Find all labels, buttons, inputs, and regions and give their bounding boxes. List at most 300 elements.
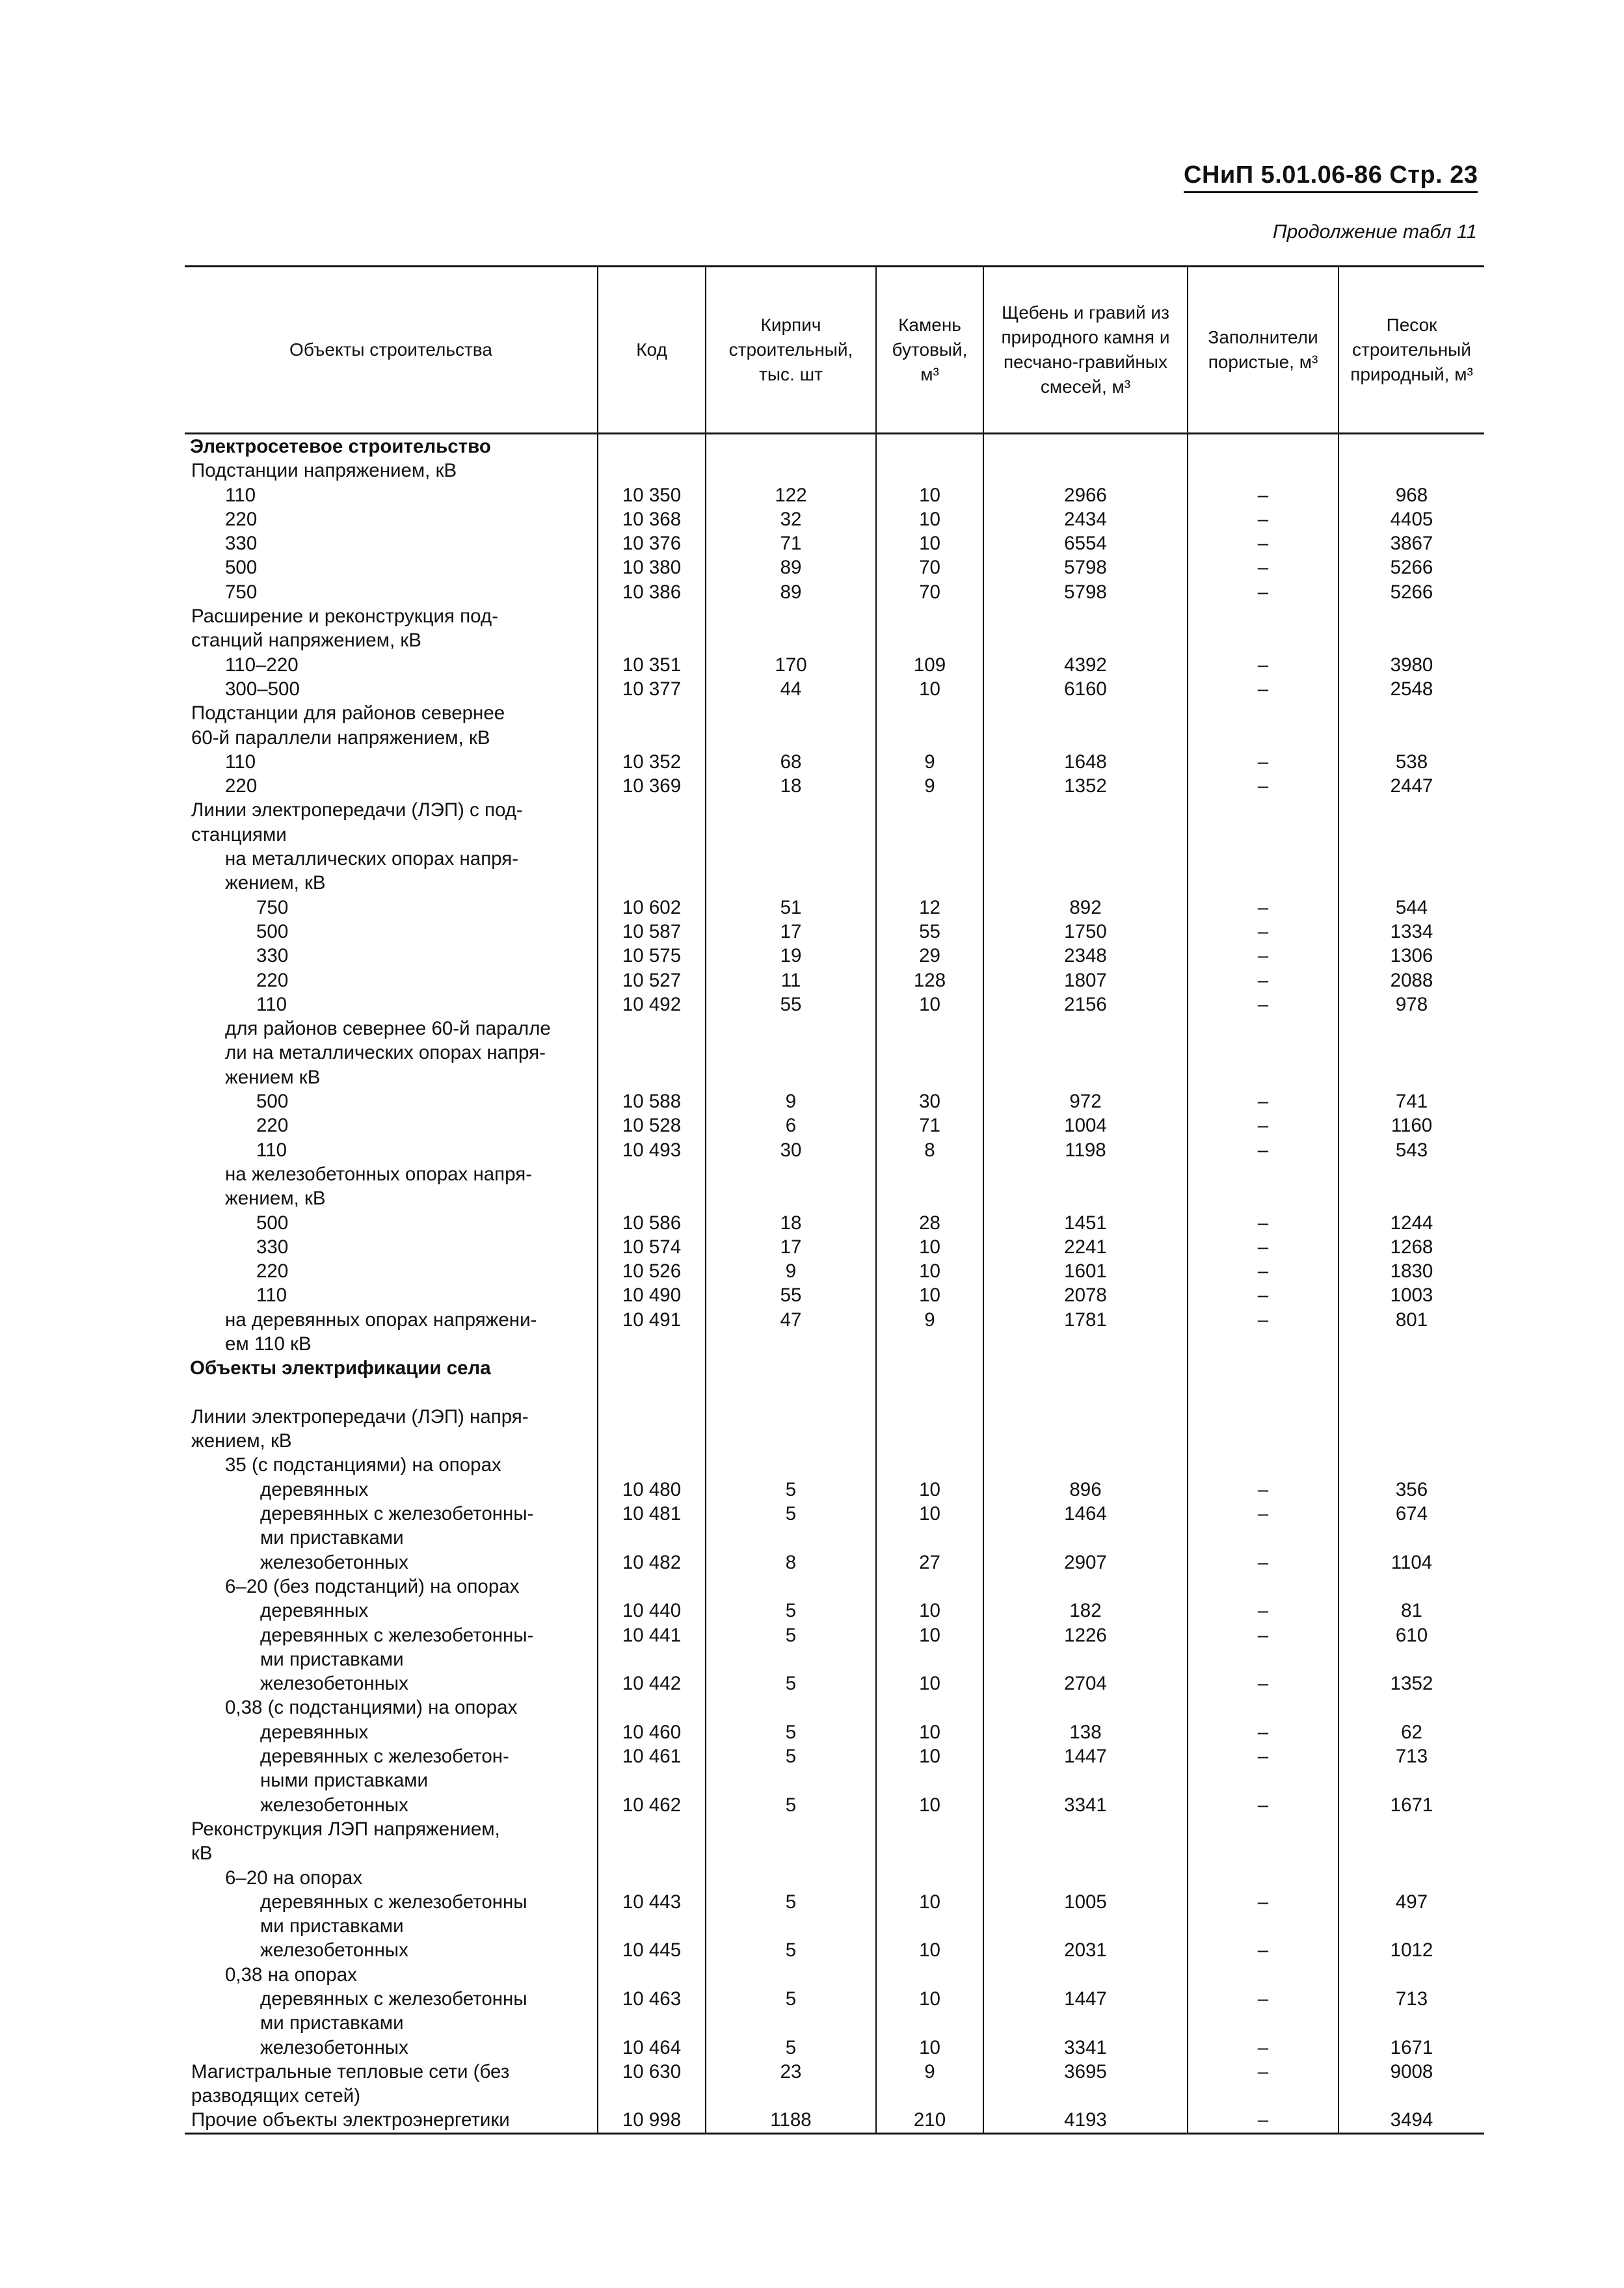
cell-rubble-stone [876, 1356, 983, 1380]
cell-object-name: Магистральные тепловые сети (без [191, 2060, 510, 2082]
cell-crushed-stone-gravel [983, 1963, 1188, 1987]
cell-sand [1338, 2011, 1484, 2035]
column-header-objects: Объекты строительства [185, 267, 598, 434]
cell-sand [1338, 1065, 1484, 1089]
cell-brick [706, 1405, 876, 1429]
cell-porous-aggregates: – [1188, 1283, 1338, 1307]
cell-brick: 5 [706, 1938, 876, 1962]
table-row [185, 992, 1484, 1017]
cell-brick: 89 [706, 555, 876, 579]
cell-crushed-stone-gravel [983, 1186, 1188, 1210]
table-row [185, 2108, 1484, 2133]
cell-crushed-stone-gravel [983, 1575, 1188, 1599]
table-row [185, 750, 1484, 774]
cell-rubble-stone: 71 [876, 1113, 983, 1137]
cell-porous-aggregates [1188, 823, 1338, 847]
cell-code: 10 527 [598, 968, 706, 992]
cell-rubble-stone: 10 [876, 992, 983, 1017]
header-rule [1184, 191, 1478, 193]
cell-crushed-stone-gravel: 2704 [983, 1671, 1188, 1696]
table-row [185, 1478, 1484, 1502]
cell-crushed-stone-gravel [983, 1866, 1188, 1890]
cell-object-name: 110 [225, 484, 256, 506]
cell-porous-aggregates: – [1188, 677, 1338, 701]
cell-crushed-stone-gravel [983, 1841, 1188, 1865]
cell-object-name: жением, кВ [191, 1430, 292, 1452]
page-header [0, 0, 1624, 260]
cell-code: 10 602 [598, 896, 706, 920]
cell-sand: 543 [1338, 1138, 1484, 1162]
cell-sand [1338, 1647, 1484, 1671]
table-row [185, 580, 1484, 604]
cell-code: 10 493 [598, 1138, 706, 1162]
cell-brick [706, 1526, 876, 1550]
cell-sand [1338, 459, 1484, 483]
cell-brick: 5 [706, 1623, 876, 1647]
cell-porous-aggregates [1188, 847, 1338, 871]
cell-crushed-stone-gravel: 2078 [983, 1283, 1188, 1307]
cell-crushed-stone-gravel [983, 1162, 1188, 1186]
cell-object-name: ми приставками [260, 1915, 404, 1937]
cell-rubble-stone [876, 434, 983, 459]
cell-crushed-stone-gravel [983, 1017, 1188, 1041]
cell-sand [1338, 1186, 1484, 1210]
cell-crushed-stone-gravel: 1447 [983, 1744, 1188, 1768]
table-row [185, 2011, 1484, 2035]
cell-code: 10 350 [598, 483, 706, 507]
cell-rubble-stone [876, 1332, 983, 1356]
table-row [185, 1429, 1484, 1453]
cell-sand: 497 [1338, 1890, 1484, 1914]
cell-porous-aggregates: – [1188, 483, 1338, 507]
cell-porous-aggregates: – [1188, 2108, 1338, 2133]
cell-crushed-stone-gravel [983, 604, 1188, 628]
cell-brick [706, 1065, 876, 1089]
cell-rubble-stone: 28 [876, 1211, 983, 1235]
table-row [185, 2036, 1484, 2060]
cell-sand: 1160 [1338, 1113, 1484, 1137]
table-row [185, 604, 1484, 628]
cell-crushed-stone-gravel [983, 459, 1188, 483]
table-row [185, 1283, 1484, 1307]
cell-sand [1338, 2084, 1484, 2108]
cell-object-name: Расширение и реконструкция под- [191, 605, 498, 628]
cell-brick: 89 [706, 580, 876, 604]
cell-brick [706, 2084, 876, 2108]
cell-porous-aggregates: – [1188, 507, 1338, 531]
cell-porous-aggregates: – [1188, 1793, 1338, 1817]
cell-crushed-stone-gravel [983, 1647, 1188, 1671]
cell-code: 10 630 [598, 2060, 706, 2084]
cell-object-name: разводящих сетей) [191, 2085, 361, 2107]
cell-rubble-stone [876, 1841, 983, 1865]
cell-rubble-stone: 10 [876, 1890, 983, 1914]
table-row [185, 1550, 1484, 1575]
cell-porous-aggregates [1188, 459, 1338, 483]
cell-brick: 68 [706, 750, 876, 774]
cell-sand: 1244 [1338, 1211, 1484, 1235]
cell-brick: 55 [706, 1283, 876, 1307]
cell-brick: 47 [706, 1308, 876, 1332]
cell-rubble-stone: 9 [876, 2060, 983, 2084]
cell-rubble-stone: 27 [876, 1550, 983, 1575]
table-row [185, 1914, 1484, 1938]
cell-brick: 18 [706, 774, 876, 798]
cell-rubble-stone [876, 1526, 983, 1550]
cell-object-name: жением, кВ [225, 872, 326, 894]
cell-rubble-stone: 10 [876, 2036, 983, 2060]
cell-crushed-stone-gravel: 896 [983, 1478, 1188, 1502]
cell-porous-aggregates: – [1188, 1623, 1338, 1647]
cell-sand [1338, 1162, 1484, 1186]
cell-object-name: 220 [256, 1115, 289, 1137]
cell-sand [1338, 1817, 1484, 1841]
cell-crushed-stone-gravel: 6554 [983, 531, 1188, 555]
cell-rubble-stone [876, 871, 983, 895]
cell-code [598, 1575, 706, 1599]
cell-crushed-stone-gravel: 1781 [983, 1308, 1188, 1332]
cell-code: 10 588 [598, 1089, 706, 1113]
cell-rubble-stone: 10 [876, 1502, 983, 1526]
cell-object-name: железобетонных [260, 1939, 408, 1962]
cell-sand: 544 [1338, 896, 1484, 920]
cell-brick: 1188 [706, 2108, 876, 2133]
cell-brick [706, 1841, 876, 1865]
cell-porous-aggregates [1188, 1768, 1338, 1792]
cell-porous-aggregates: – [1188, 1089, 1338, 1113]
cell-object-name: деревянных [260, 1600, 369, 1622]
cell-rubble-stone: 10 [876, 1793, 983, 1817]
cell-rubble-stone: 10 [876, 677, 983, 701]
table-row [185, 653, 1484, 677]
cell-code: 10 481 [598, 1502, 706, 1526]
cell-crushed-stone-gravel: 2031 [983, 1938, 1188, 1962]
cell-crushed-stone-gravel: 2434 [983, 507, 1188, 531]
cell-crushed-stone-gravel [983, 1768, 1188, 1792]
cell-rubble-stone [876, 2011, 983, 2035]
cell-rubble-stone: 10 [876, 1599, 983, 1623]
cell-brick: 9 [706, 1259, 876, 1283]
cell-object-name: Реконструкция ЛЭП напряжением, [191, 1818, 500, 1840]
cell-code [598, 1186, 706, 1210]
cell-rubble-stone: 55 [876, 920, 983, 944]
cell-crushed-stone-gravel [983, 1817, 1188, 1841]
cell-object-name: Линии электропередачи (ЛЭП) напря- [191, 1405, 529, 1428]
cell-brick: 19 [706, 944, 876, 968]
table-row [185, 1817, 1484, 1841]
cell-code [598, 1453, 706, 1477]
cell-object-name: ными приставками [260, 1770, 429, 1792]
cell-brick: 71 [706, 531, 876, 555]
cell-code: 10 445 [598, 1938, 706, 1962]
cell-rubble-stone [876, 1429, 983, 1453]
table-row [185, 1744, 1484, 1768]
table-row [185, 677, 1484, 701]
cell-crushed-stone-gravel [983, 1381, 1188, 1405]
cell-porous-aggregates: – [1188, 896, 1338, 920]
cell-crushed-stone-gravel: 4392 [983, 653, 1188, 677]
cell-sand: 1334 [1338, 920, 1484, 944]
cell-code: 10 480 [598, 1478, 706, 1502]
table-row [185, 871, 1484, 895]
cell-porous-aggregates: – [1188, 750, 1338, 774]
cell-brick [706, 604, 876, 628]
cell-crushed-stone-gravel: 1447 [983, 1987, 1188, 2011]
cell-brick [706, 2011, 876, 2035]
cell-object-name: 330 [256, 1236, 289, 1258]
cell-porous-aggregates [1188, 1575, 1338, 1599]
table-row [185, 1017, 1484, 1041]
cell-brick [706, 1017, 876, 1041]
cell-brick: 5 [706, 1720, 876, 1744]
cell-code [598, 1696, 706, 1720]
cell-rubble-stone [876, 1405, 983, 1429]
cell-porous-aggregates [1188, 1381, 1338, 1405]
cell-porous-aggregates [1188, 1647, 1338, 1671]
cell-code: 10 586 [598, 1211, 706, 1235]
cell-brick [706, 1866, 876, 1890]
cell-brick [706, 1575, 876, 1599]
column-header-crushed-stone-gravel: Щебень и гравий из природного камня и песчано-гравийных смесей, м³ [983, 267, 1188, 434]
cell-rubble-stone: 10 [876, 1235, 983, 1259]
section-row [185, 434, 1484, 459]
table-row [185, 847, 1484, 871]
table-row [185, 1113, 1484, 1137]
cell-object-name: 0,38 на опорах [225, 1963, 357, 1986]
cell-crushed-stone-gravel: 1004 [983, 1113, 1188, 1137]
cell-sand [1338, 1017, 1484, 1041]
table-row [185, 774, 1484, 798]
cell-brick: 5 [706, 1599, 876, 1623]
cell-code: 10 368 [598, 507, 706, 531]
cell-rubble-stone: 9 [876, 750, 983, 774]
cell-porous-aggregates: – [1188, 1938, 1338, 1962]
table-row [185, 1696, 1484, 1720]
table-row [185, 726, 1484, 750]
cell-sand [1338, 798, 1484, 822]
cell-sand: 81 [1338, 1599, 1484, 1623]
cell-brick [706, 1696, 876, 1720]
cell-code [598, 604, 706, 628]
cell-rubble-stone [876, 459, 983, 483]
cell-brick: 32 [706, 507, 876, 531]
cell-brick [706, 628, 876, 652]
cell-crushed-stone-gravel [983, 823, 1188, 847]
table-row [185, 823, 1484, 847]
cell-code: 10 352 [598, 750, 706, 774]
cell-rubble-stone: 109 [876, 653, 983, 677]
cell-rubble-stone: 10 [876, 1987, 983, 2011]
cell-code: 10 482 [598, 1550, 706, 1575]
cell-object-name: 220 [225, 775, 258, 797]
cell-rubble-stone [876, 1768, 983, 1792]
table-row [185, 1841, 1484, 1865]
table-row [185, 483, 1484, 507]
section-title: Электросетевое строительство [190, 436, 491, 457]
cell-brick: 18 [706, 1211, 876, 1235]
cell-object-name: 110 [256, 993, 287, 1015]
cell-object-name: Линии электропередачи (ЛЭП) с под- [191, 799, 523, 821]
table-row [185, 1720, 1484, 1744]
cell-code: 10 464 [598, 2036, 706, 2060]
cell-object-name: 500 [256, 1091, 289, 1113]
cell-brick: 8 [706, 1550, 876, 1575]
cell-object-name: 110 [256, 1284, 287, 1307]
cell-object-name: деревянных с железобетонны [260, 1891, 527, 1913]
table-row [185, 798, 1484, 822]
cell-code [598, 1356, 706, 1380]
cell-rubble-stone: 10 [876, 1259, 983, 1283]
cell-object-name: 300–500 [225, 678, 300, 700]
cell-sand: 1012 [1338, 1938, 1484, 1962]
cell-rubble-stone [876, 1041, 983, 1065]
cell-rubble-stone [876, 2084, 983, 2108]
cell-brick: 5 [706, 1502, 876, 1526]
cell-code: 10 441 [598, 1623, 706, 1647]
cell-rubble-stone: 8 [876, 1138, 983, 1162]
table-row [185, 1138, 1484, 1162]
cell-brick: 5 [706, 1987, 876, 2011]
cell-code: 10 587 [598, 920, 706, 944]
table-row [185, 968, 1484, 992]
cell-sand: 1830 [1338, 1259, 1484, 1283]
cell-rubble-stone: 70 [876, 555, 983, 579]
cell-rubble-stone [876, 1866, 983, 1890]
table-row [185, 920, 1484, 944]
cell-crushed-stone-gravel [983, 1041, 1188, 1065]
cell-object-name: деревянных с железобетонны [260, 1988, 527, 2010]
cell-porous-aggregates [1188, 1696, 1338, 1720]
cell-code [598, 726, 706, 750]
cell-porous-aggregates [1188, 1914, 1338, 1938]
cell-porous-aggregates [1188, 1405, 1338, 1429]
column-header-porous-aggregates: Заполнители пористые, м³ [1188, 267, 1338, 434]
table-row [185, 1768, 1484, 1792]
cell-code: 10 377 [598, 677, 706, 701]
cell-rubble-stone [876, 1453, 983, 1477]
cell-code [598, 823, 706, 847]
cell-object-name: жением кВ [225, 1066, 321, 1088]
cell-sand: 4405 [1338, 507, 1484, 531]
cell-code [598, 1914, 706, 1938]
cell-object-name: железобетонных [260, 2036, 408, 2058]
cell-brick: 170 [706, 653, 876, 677]
cell-brick [706, 1356, 876, 1380]
cell-brick [706, 1381, 876, 1405]
cell-rubble-stone [876, 798, 983, 822]
cell-code [598, 1041, 706, 1065]
cell-object-name: 330 [256, 945, 289, 967]
table-row [185, 1502, 1484, 1526]
cell-rubble-stone [876, 701, 983, 725]
cell-code [598, 847, 706, 871]
cell-rubble-stone: 9 [876, 1308, 983, 1332]
cell-object-name: деревянных с железобетон- [260, 1746, 509, 1768]
cell-rubble-stone [876, 1696, 983, 1720]
table-row [185, 531, 1484, 555]
cell-porous-aggregates [1188, 1866, 1338, 1890]
cell-sand [1338, 1356, 1484, 1380]
cell-crushed-stone-gravel [983, 434, 1188, 459]
table-row [185, 1453, 1484, 1477]
cell-porous-aggregates: – [1188, 2060, 1338, 2084]
cell-crushed-stone-gravel: 3695 [983, 2060, 1188, 2084]
cell-sand [1338, 1575, 1484, 1599]
cell-rubble-stone [876, 847, 983, 871]
table-row [185, 2060, 1484, 2084]
cell-sand: 610 [1338, 1623, 1484, 1647]
table-row [185, 1065, 1484, 1089]
cell-code [598, 1065, 706, 1089]
cell-object-name: на металлических опорах напря- [225, 848, 519, 870]
cell-porous-aggregates [1188, 1817, 1338, 1841]
cell-porous-aggregates: – [1188, 653, 1338, 677]
table-body [185, 434, 1484, 2134]
cell-object-name: железобетонных [260, 1673, 408, 1695]
cell-brick: 17 [706, 1235, 876, 1259]
cell-code: 10 462 [598, 1793, 706, 1817]
cell-code: 10 490 [598, 1283, 706, 1307]
cell-brick [706, 1162, 876, 1186]
cell-code [598, 1963, 706, 1987]
cell-rubble-stone [876, 1647, 983, 1671]
cell-crushed-stone-gravel: 4193 [983, 2108, 1188, 2133]
cell-object-name: 500 [256, 1212, 289, 1234]
cell-sand: 1003 [1338, 1283, 1484, 1307]
cell-rubble-stone: 10 [876, 507, 983, 531]
cell-porous-aggregates: – [1188, 1235, 1338, 1259]
table-row [185, 1041, 1484, 1065]
cell-porous-aggregates [1188, 798, 1338, 822]
cell-crushed-stone-gravel: 1005 [983, 1890, 1188, 1914]
cell-crushed-stone-gravel [983, 2084, 1188, 2108]
cell-rubble-stone: 128 [876, 968, 983, 992]
cell-rubble-stone: 9 [876, 774, 983, 798]
table-row [185, 555, 1484, 579]
cell-brick: 23 [706, 2060, 876, 2084]
cell-object-name: ми приставками [260, 1527, 404, 1549]
cell-code: 10 386 [598, 580, 706, 604]
cell-porous-aggregates: – [1188, 1599, 1338, 1623]
column-header-code: Код [598, 267, 706, 434]
cell-object-name: деревянных с железобетонны- [260, 1503, 534, 1525]
cell-crushed-stone-gravel [983, 701, 1188, 725]
cell-sand [1338, 1963, 1484, 1987]
cell-rubble-stone: 70 [876, 580, 983, 604]
cell-porous-aggregates: – [1188, 1211, 1338, 1235]
cell-code [598, 1526, 706, 1550]
table-row [185, 1671, 1484, 1696]
cell-brick [706, 434, 876, 459]
cell-rubble-stone [876, 1065, 983, 1089]
cell-porous-aggregates: – [1188, 2036, 1338, 2060]
cell-crushed-stone-gravel: 2241 [983, 1235, 1188, 1259]
table-row [185, 628, 1484, 652]
cell-brick [706, 1647, 876, 1671]
cell-object-name: деревянных с железобетонны- [260, 1624, 534, 1646]
cell-crushed-stone-gravel: 138 [983, 1720, 1188, 1744]
cell-rubble-stone: 10 [876, 1671, 983, 1696]
cell-sand [1338, 1768, 1484, 1792]
cell-crushed-stone-gravel [983, 726, 1188, 750]
cell-crushed-stone-gravel: 1807 [983, 968, 1188, 992]
cell-object-name: станциями [191, 823, 287, 845]
table-row [185, 1259, 1484, 1283]
cell-sand: 62 [1338, 1720, 1484, 1744]
cell-code [598, 434, 706, 459]
table-row [185, 2084, 1484, 2108]
table-row [185, 1963, 1484, 1987]
